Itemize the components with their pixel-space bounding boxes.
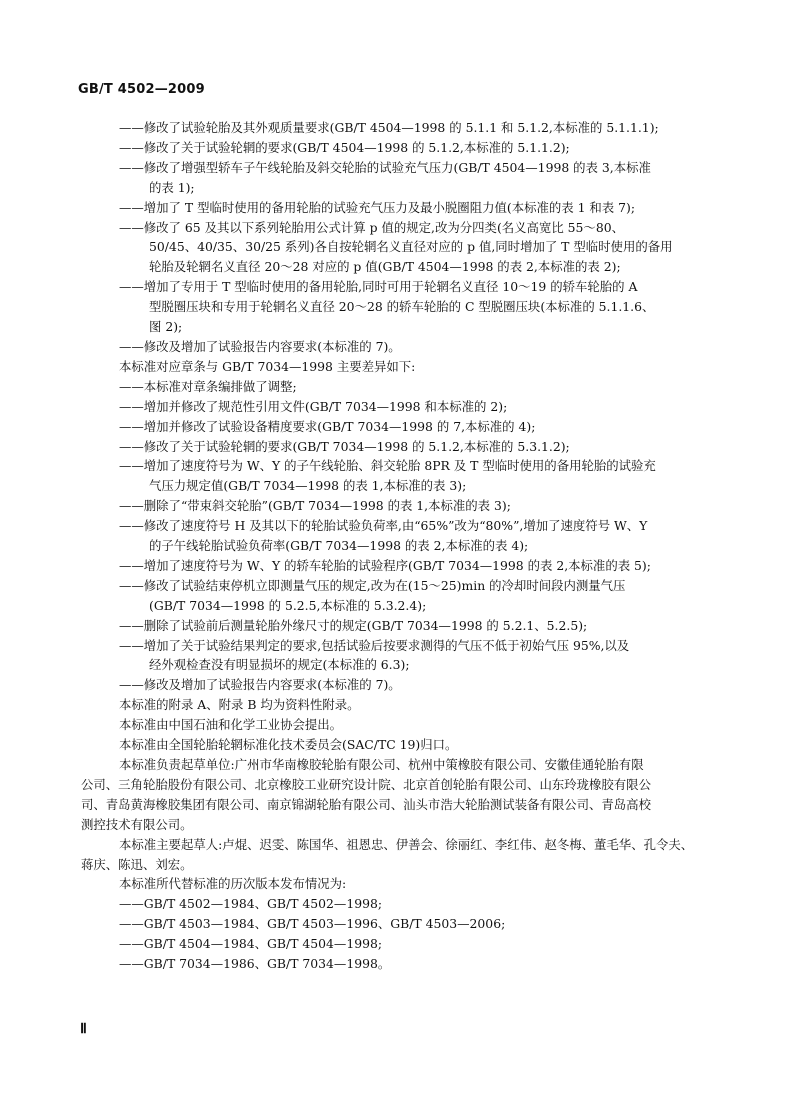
list-item: ——增加了 T 型临时使用的备用轮胎的试验充气压力及最小脱圈阻力值(本标准的表 1 和表 7);	[119, 199, 636, 215]
text-line: 本标准对应章条与 GB/T 7034—1998 主要差异如下:	[119, 358, 416, 374]
list-item: ——增加了速度符号为 W、Y 的轿车轮胎的试验程序(GB/T 7034—1998 的表 2,本标准的表 5);	[119, 557, 651, 573]
list-item: ——修改了关于试验轮辋的要求(GB/T 7034—1998 的 5.1.2,本标准的 5.3.1.2);	[119, 438, 570, 454]
list-item: ——修改了试验轮胎及其外观质量要求(GB/T 4504—1998 的 5.1.1 和 5.1.2,本标准的 5.1.1.1);	[119, 120, 659, 135]
text-line: 本标准由中国石油和化学工业协会提出。	[119, 717, 343, 733]
list-item: ——修改了关于试验轮辋的要求(GB/T 4504—1998 的 5.1.2,本标准的 5.1.1.2);	[119, 139, 570, 155]
text-line: 的子午线轮胎试验负荷率(GB/T 7034—1998 的表 2,本标准的表 4);	[149, 538, 529, 554]
list-item: ——增加了专用于 T 型临时使用的备用轮胎,同时可用于轮辋名义直径 10～19 的轿车轮胎的 A	[119, 279, 638, 295]
text-line: 气压力规定值(GB/T 7034—1998 的表 1,本标准的表 3);	[149, 478, 467, 494]
list-item: ——修改了试验结束停机立即测量气压的规定,改为在(15～25)min 的冷却时间段内测量气压	[119, 577, 626, 593]
list-item: ——增加并修改了试验设备精度要求(GB/T 7034—1998 的 7,本标准的 4);	[119, 418, 536, 434]
list-item: ——删除了试验前后测量轮胎外缘尺寸的规定(GB/T 7034—1998 的 5.2.1、5.2.5);	[119, 617, 588, 633]
document-code-header: GB/T 4502—2009	[78, 82, 205, 97]
list-item: ——修改了 65 及其以下系列轮胎用公式计算 p 值的规定,改为分四类(名义高宽比 55～80、	[119, 219, 624, 235]
text-line: 50/45、40/35、30/25 系列)各自按轮辋名义直径对应的 p 值,同时增加了 T 型临时使用的备用	[149, 239, 673, 255]
text-line: 测控技术有限公司。	[81, 816, 193, 832]
list-item: ——增加并修改了规范性引用文件(GB/T 7034—1998 和本标准的 2);	[119, 398, 508, 414]
text-line: (GB/T 7034—1998 的 5.2.5,本标准的 5.3.2.4);	[149, 597, 427, 613]
text-line: 本标准的附录 A、附录 B 均为资料性附录。	[119, 697, 360, 713]
text-line: 本标准负责起草单位:广州市华南橡胶轮胎有限公司、杭州中策橡胶有限公司、安徽佳通轮胎有限	[119, 757, 644, 772]
list-item: ——GB/T 4502—1984、GB/T 4502—1998;	[119, 896, 383, 912]
text-line: 公司、三角轮胎股份有限公司、北京橡胶工业研究设计院、北京首创轮胎有限公司、山东玲珑橡胶有限公	[81, 776, 651, 792]
text-line: 轮胎及轮辋名义直径 20～28 对应的 p 值(GB/T 4504—1998 的表 2,本标准的表 2);	[149, 259, 621, 275]
page-number: Ⅱ	[80, 1022, 87, 1037]
text-line: 的表 1);	[149, 179, 195, 195]
text-line: 本标准由全国轮胎轮辋标准化技术委员会(SAC/TC 19)归口。	[119, 737, 458, 753]
list-item: ——删除了“带束斜交轮胎”(GB/T 7034—1998 的表 1,本标准的表 3);	[119, 498, 511, 514]
text-line: 图 2);	[149, 319, 183, 335]
list-item: ——本标准对章条编排做了调整;	[119, 378, 297, 394]
text-line: 本标准所代替标准的历次版本发布情况为:	[119, 876, 347, 892]
list-item: ——修改了速度符号 H 及其以下的轮胎试验负荷率,由“65%”改为“80%”,增加了速度符号 W、Y	[119, 518, 648, 534]
list-item: ——GB/T 4504—1984、GB/T 4504—1998;	[119, 936, 383, 952]
list-item: ——修改及增加了试验报告内容要求(本标准的 7)。	[119, 677, 401, 693]
text-line: 经外观检查没有明显损坏的规定(本标准的 6.3);	[149, 657, 410, 673]
list-item: ——增加了关于试验结果判定的要求,包括试验后按要求测得的气压不低于初始气压 95%,以及	[119, 637, 630, 653]
text-line: 型脱圈压块和专用于轮辋名义直径 20～28 的轿车轮胎的 C 型脱圈压块(本标准的 5.1.1.6、	[149, 299, 655, 315]
list-item: ——修改了增强型轿车子午线轮胎及斜交轮胎的试验充气压力(GB/T 4504—1998 的表 3,本标准	[119, 159, 651, 175]
foreword-body	[81, 118, 707, 974]
text-line: 蒋庆、陈迅、刘宏。	[81, 856, 193, 872]
list-item: ——增加了速度符号为 W、Y 的子午线轮胎、斜交轮胎 8PR 及 T 型临时使用的备用轮胎的试验充	[119, 458, 656, 474]
text-line: 司、青岛黄海橡胶集团有限公司、南京锦湖轮胎有限公司、汕头市浩大轮胎测试装备有限公司、青岛高校	[81, 796, 651, 812]
list-item: ——GB/T 7034—1986、GB/T 7034—1998。	[119, 956, 391, 972]
list-item: ——修改及增加了试验报告内容要求(本标准的 7)。	[119, 338, 401, 354]
list-item: ——GB/T 4503—1984、GB/T 4503—1996、GB/T 4503—2006;	[119, 916, 506, 932]
text-line: 本标准主要起草人:卢焜、迟雯、陈国华、祖恩忠、伊善会、徐丽红、李红伟、赵冬梅、董毛华、孔令夫、	[119, 836, 694, 852]
